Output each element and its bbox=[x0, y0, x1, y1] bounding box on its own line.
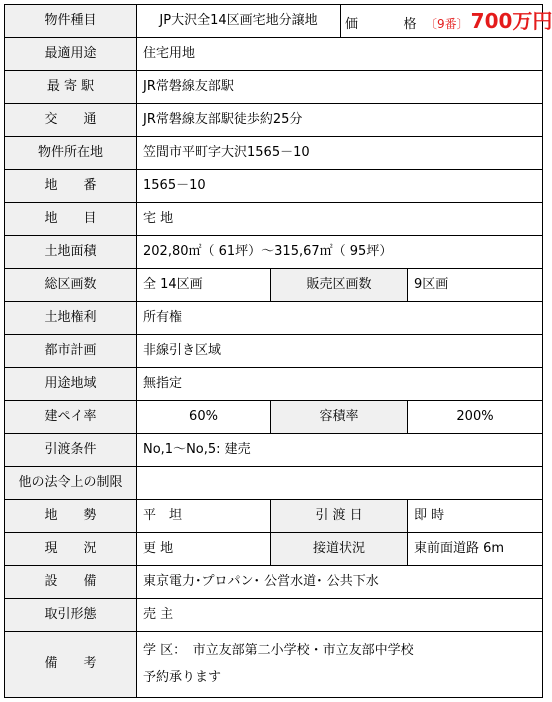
row-setsubi bbox=[5, 566, 543, 599]
row-shubetsu bbox=[5, 5, 543, 38]
chimoku-value: 宅 地 bbox=[137, 203, 543, 236]
row-genkyo bbox=[5, 533, 543, 566]
price-note: 〔9番〕 bbox=[425, 16, 469, 31]
price-value: 700万円 bbox=[470, 8, 552, 33]
row-hourei bbox=[5, 467, 543, 500]
yoseki-label: 容積率 bbox=[271, 401, 408, 434]
toshi-value: 非線引き区域 bbox=[137, 335, 543, 368]
row-yoto bbox=[5, 38, 543, 71]
price-cell bbox=[341, 5, 552, 38]
row-eki bbox=[5, 71, 543, 104]
row-kenri bbox=[5, 302, 543, 335]
menseki-label: 土地面積 bbox=[5, 236, 137, 269]
row-hikiwatashi bbox=[5, 434, 543, 467]
shozai-value: 笠間市平町字大沢1565－10 bbox=[137, 137, 543, 170]
genkyo-value: 更 地 bbox=[137, 533, 271, 566]
bikou-value bbox=[137, 632, 543, 698]
hourei-label: 他の法令上の制限 bbox=[5, 467, 137, 500]
kenri-value: 所有権 bbox=[137, 302, 543, 335]
row-bikou bbox=[5, 632, 543, 698]
row-menseki bbox=[5, 236, 543, 269]
setsudo-label: 接道状況 bbox=[271, 533, 408, 566]
setsubi-label: 設 備 bbox=[5, 566, 137, 599]
torihiki-value: 売 主 bbox=[137, 599, 543, 632]
chiban-value: 1565－10 bbox=[137, 170, 543, 203]
sokukaku-value: 全 14区画 bbox=[137, 269, 271, 302]
chiiki-value: 無指定 bbox=[137, 368, 543, 401]
chisei-label: 地 勢 bbox=[5, 500, 137, 533]
chiban-label: 地 番 bbox=[5, 170, 137, 203]
row-kenpei bbox=[5, 401, 543, 434]
kenpei-value: 60% bbox=[137, 401, 271, 434]
row-toshi bbox=[5, 335, 543, 368]
shubetsu-value: JP大沢全14区画宅地分譲地 bbox=[137, 5, 341, 38]
row-chiban bbox=[5, 170, 543, 203]
yoto-label: 最適用途 bbox=[5, 38, 137, 71]
hanbai-value: 9区画 bbox=[408, 269, 543, 302]
row-sokukaku bbox=[5, 269, 543, 302]
row-torihiki bbox=[5, 599, 543, 632]
shubetsu-label: 物件種目 bbox=[5, 5, 137, 38]
row-kotsu bbox=[5, 104, 543, 137]
menseki-value: 202,80㎡（ 61坪）～315,67㎡（ 95坪） bbox=[137, 236, 543, 269]
toshi-label: 都市計画 bbox=[5, 335, 137, 368]
bikou-line-gakku: 学 区： 市立友部第二小学校・市立友部中学校 bbox=[143, 643, 414, 659]
sokukaku-label: 総区画数 bbox=[5, 269, 137, 302]
setsudo-value: 東前面道路 6m bbox=[408, 533, 543, 566]
kotsu-label: 交 通 bbox=[5, 104, 137, 137]
chiiki-label: 用途地域 bbox=[5, 368, 137, 401]
row-shozai bbox=[5, 137, 543, 170]
shozai-label: 物件所在地 bbox=[5, 137, 137, 170]
property-table bbox=[4, 4, 552, 698]
torihiki-label: 取引形態 bbox=[5, 599, 137, 632]
yoto-value: 住宅用地 bbox=[137, 38, 543, 71]
hourei-value bbox=[137, 467, 543, 500]
chimoku-label: 地 目 bbox=[5, 203, 137, 236]
kenri-label: 土地権利 bbox=[5, 302, 137, 335]
hikiwatashibi-label: 引 渡 日 bbox=[271, 500, 408, 533]
row-chimoku bbox=[5, 203, 543, 236]
bikou-line-yoyaku: 予約承ります bbox=[143, 669, 222, 685]
hikiwatashi-value: No,1～No,5: 建売 bbox=[137, 434, 543, 467]
yoseki-value: 200% bbox=[408, 401, 543, 434]
hikiwatashibi-value: 即 時 bbox=[408, 500, 543, 533]
hikiwatashi-label: 引渡条件 bbox=[5, 434, 137, 467]
genkyo-label: 現 況 bbox=[5, 533, 137, 566]
kotsu-value: JR常磐線友部駅徒歩約25分 bbox=[137, 104, 543, 137]
row-chisei bbox=[5, 500, 543, 533]
chisei-value: 平 坦 bbox=[137, 500, 271, 533]
row-chiiki bbox=[5, 368, 543, 401]
kenpei-label: 建ペイ率 bbox=[5, 401, 137, 434]
bikou-label: 備 考 bbox=[5, 632, 137, 698]
price-label: 価 格 bbox=[345, 16, 424, 32]
eki-label: 最 寄 駅 bbox=[5, 71, 137, 104]
hanbai-label: 販売区画数 bbox=[271, 269, 408, 302]
eki-value: JR常磐線友部駅 bbox=[137, 71, 543, 104]
setsubi-value: 東京電力･プロパン･ 公営水道･ 公共下水 bbox=[137, 566, 543, 599]
